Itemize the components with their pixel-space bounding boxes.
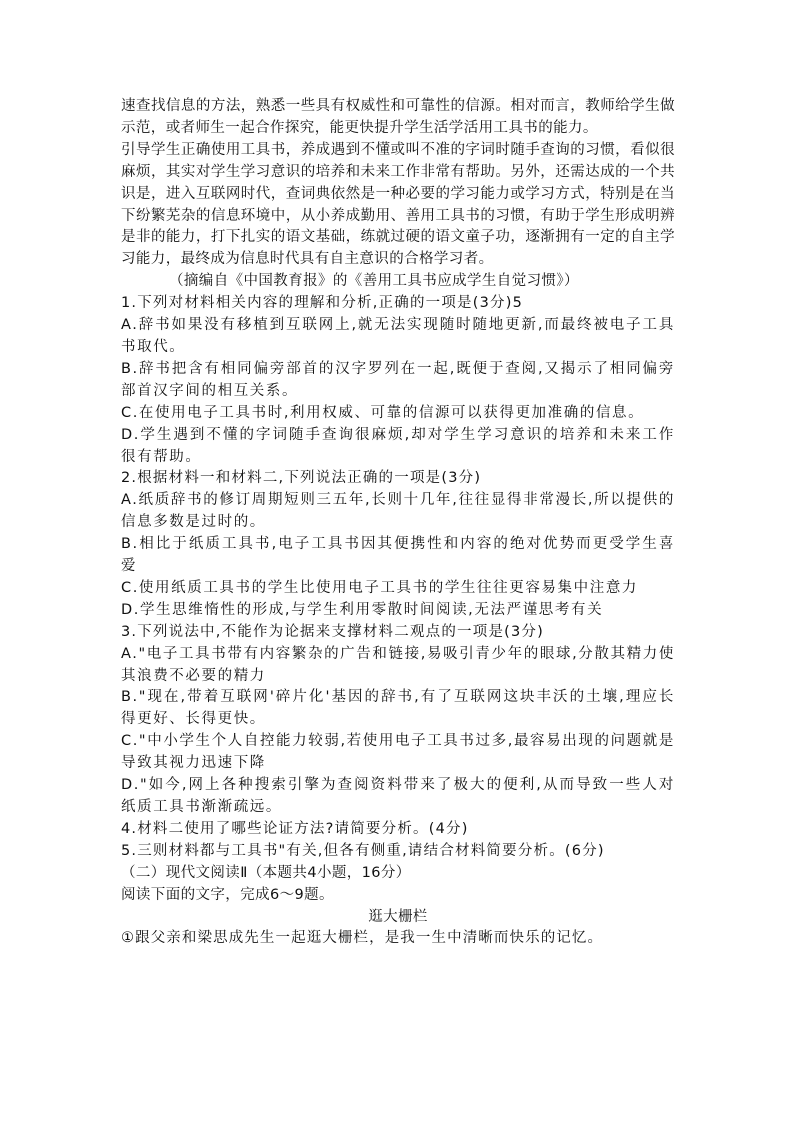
question-1-option-c: C.在使用电子工具书时,利用权威、可靠的信源可以获得更加准确的信息。 (121, 404, 645, 421)
question-2-stem: 2.根据材料一和材料二,下列说法正确的一项是(3分) (121, 470, 482, 487)
question-2-option-c: C.使用纸质工具书的学生比使用电子工具书的学生往往更容易集中注意力 (121, 579, 639, 596)
question-3-option-b: B."现在,带着互联网'碎片化'基因的辞书,有了互联网这块丰沃的土壤,理应长得更好、长得更快。 (121, 689, 675, 728)
paragraph-guidance: 引导学生正确使用工具书，养成遇到不懂或叫不准的字词时随手查询的习惯，看似很麻烦，其实对学生学习意识的培养和未来工作非常有帮助。另外，还需达成的一个共识是，进入互联网时代，查词典依然是一种必要的学习能力或学习方式，特别是在当下纷繁芜杂的信息环境中，从小养成勤用、善用工具书的习惯，有助于学生形成明辨是非的能力，打下扎实的语文基础，练就过硬的语文童子功，逐渐拥有一定的自主学习能力，最终成为信息时代具有自主意识的合格学习者。 (121, 141, 675, 268)
question-3-option-a: A."电子工具书带有内容繁杂的广告和链接,易吸引青少年的眼球,分散其精力使其浪费不必要的精力 (121, 645, 675, 684)
question-2-option-d: D.学生思维惰性的形成,与学生利用零散时间阅读,无法严谨思考有关 (121, 601, 604, 618)
question-4: 4.材料二使用了哪些论证方法?请简要分析。(4分) (121, 820, 469, 837)
question-1-option-a: A.辞书如果没有移植到互联网上,就无法实现随时随地更新,而最终被电子工具书取代。 (121, 317, 675, 355)
section-2-instruction: 阅读下面的文字，完成6～9题。 (121, 886, 334, 903)
question-1-option-d: D.学生遇到不懂的字词随手查询很麻烦,却对学生学习意识的培养和未来工作很有帮助。 (121, 426, 675, 465)
question-2-option-a: A.纸质辞书的修订周期短则三五年,长则十几年,往往显得非常漫长,所以提供的信息多数是过时的。 (121, 492, 675, 531)
question-1-option-b: B.辞书把含有相同偏旁部首的汉字罗列在一起,既便于查阅,又揭示了相同偏旁部首汉字间的相互关系。 (121, 360, 675, 399)
question-3-option-d: D."如今,网上各种搜索引擎为查阅资料带来了极大的便利,从而导致一些人对纸质工具书渐渐疏远。 (121, 777, 675, 815)
section-2-header: （二）现代文阅读Ⅱ（本题共4小题，16分） (121, 864, 411, 881)
article-title: 逛大栅栏 (368, 908, 428, 925)
page-content (121, 96, 675, 950)
article-first-paragraph: ①跟父亲和梁思成先生一起逛大栅栏，是我一生中清晰而快乐的记忆。 (121, 930, 604, 947)
source-citation: （摘编自《中国教育报》的《善用工具书应成学生自觉习惯》） (169, 273, 579, 290)
question-1-stem: 1.下列对材料相关内容的理解和分析,正确的一项是(3分)5 (121, 295, 524, 312)
question-5: 5.三则材料都与工具书"有关,但各有侧重,请结合材料简要分析。(6分) (121, 842, 605, 859)
question-3-stem: 3.下列说法中,不能作为论据来支撑材料二观点的一项是(3分) (121, 623, 544, 640)
question-2-option-b: B.相比于纸质工具书,电子工具书因其便携性和内容的绝对优势而更受学生喜爱 (121, 536, 675, 575)
question-3-option-c: C."中小学生个人自控能力较弱,若使用电子工具书过多,最容易出现的问题就是导致其视力迅速下降 (121, 733, 675, 772)
paragraph-continued: 速查找信息的方法，熟悉一些具有权威性和可靠性的信源。相对而言，教师给学生做示范，或者师生一起合作探究，能更快提升学生活学活用工具书的能力。 (121, 98, 675, 136)
